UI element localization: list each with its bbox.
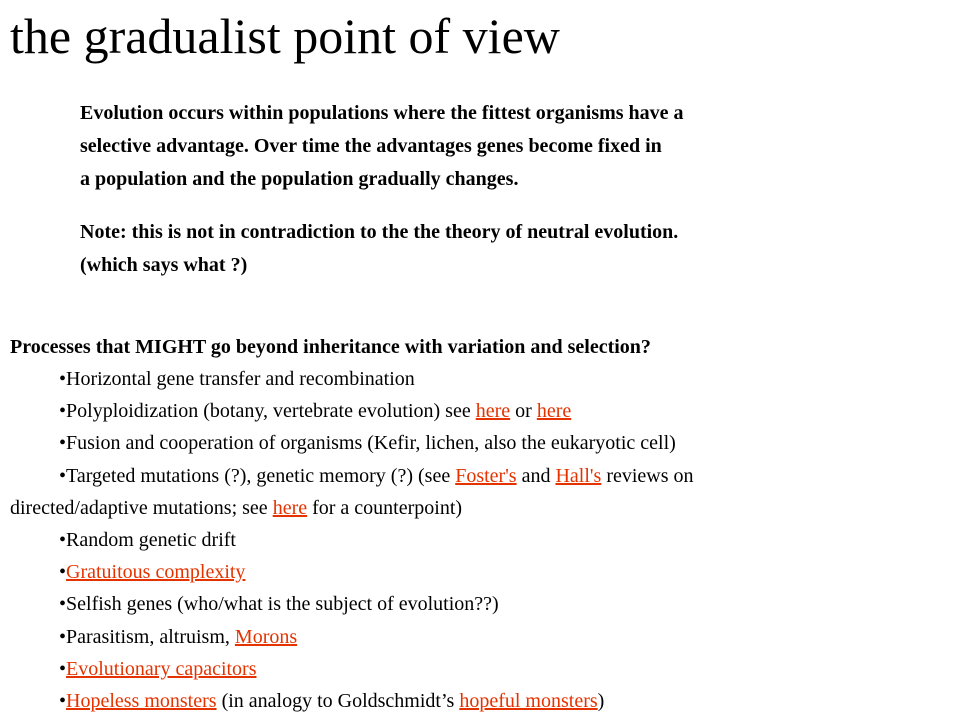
- bullet: •: [59, 657, 67, 680]
- intro-note: (which says what ?): [80, 254, 248, 276]
- intro-note: Note: this is not in contradiction to the the theory of neutral evolution.: [80, 221, 679, 243]
- intro-paragraph: [80, 97, 684, 282]
- item-text: Horizontal gene transfer and recombination: [66, 368, 415, 390]
- hopeful-monsters-link[interactable]: hopeful monsters: [459, 690, 598, 713]
- hopeless-monsters-link[interactable]: Hopeless monsters: [66, 690, 217, 713]
- evolutionary-capacitors-link[interactable]: Evolutionary capacitors: [66, 657, 257, 680]
- polyploidization-link-1[interactable]: here: [475, 400, 511, 423]
- bullet: •: [59, 529, 67, 552]
- list-item-continuation: [10, 492, 950, 524]
- gratuitous-complexity-link[interactable]: Gratuitous complexity: [66, 561, 246, 584]
- item-text: for a counterpoint): [307, 496, 463, 519]
- intro-line: Evolution occurs within populations where the fittest organisms have a: [80, 102, 684, 124]
- processes-section: [10, 331, 950, 717]
- item-text: directed/adaptive mutations; see: [10, 496, 273, 519]
- bullet: •: [59, 400, 67, 423]
- item-text: reviews on: [601, 464, 694, 487]
- bullet: •: [59, 690, 67, 713]
- morons-link[interactable]: Morons: [234, 625, 298, 648]
- list-item: [59, 460, 950, 492]
- item-text: Targeted mutations (?), genetic memory (?) (see: [66, 464, 456, 487]
- halls-review-link[interactable]: Hall's: [555, 464, 602, 487]
- intro-line: selective advantage. Over time the advantages genes become fixed in: [80, 135, 662, 157]
- continuation-line: [10, 492, 950, 524]
- list-item: [59, 395, 950, 427]
- bullet: •: [59, 593, 67, 616]
- item-text: Polyploidization (botany, vertebrate evolution) see: [66, 400, 476, 423]
- processes-heading: Processes that MIGHT go beyond inheritance with variation and selection?: [10, 336, 651, 358]
- item-text: (in analogy to Goldschmidt’s: [216, 690, 460, 713]
- processes-list: [10, 363, 950, 717]
- list-item: [59, 524, 950, 556]
- bullet: •: [59, 561, 67, 584]
- bullet: •: [59, 432, 67, 455]
- polyploidization-link-2[interactable]: here: [536, 400, 572, 423]
- item-text: or: [510, 400, 537, 423]
- counterpoint-link[interactable]: here: [272, 496, 308, 519]
- list-item: [59, 621, 950, 653]
- bullet: •: [59, 368, 67, 390]
- list-item: [59, 588, 950, 620]
- item-text: Fusion and cooperation of organisms (Kefir, lichen, also the eukaryotic cell): [66, 432, 676, 455]
- item-text: and: [516, 464, 556, 487]
- list-item: [59, 685, 950, 717]
- fosters-review-link[interactable]: Foster's: [455, 464, 517, 487]
- list-item: [59, 363, 950, 395]
- bullet: •: [59, 625, 67, 648]
- item-text: Random genetic drift: [66, 529, 236, 552]
- intro-line: a population and the population gradually changes.: [80, 168, 519, 190]
- list-item: [59, 556, 950, 588]
- page-title: the gradualist point of view: [10, 8, 560, 64]
- list-item: [59, 653, 950, 685]
- item-text: Parasitism, altruism,: [66, 625, 235, 648]
- item-text: Selfish genes (who/what is the subject of evolution??): [66, 593, 499, 616]
- item-text: ): [597, 690, 605, 713]
- list-item: [59, 427, 950, 459]
- bullet: •: [59, 464, 67, 487]
